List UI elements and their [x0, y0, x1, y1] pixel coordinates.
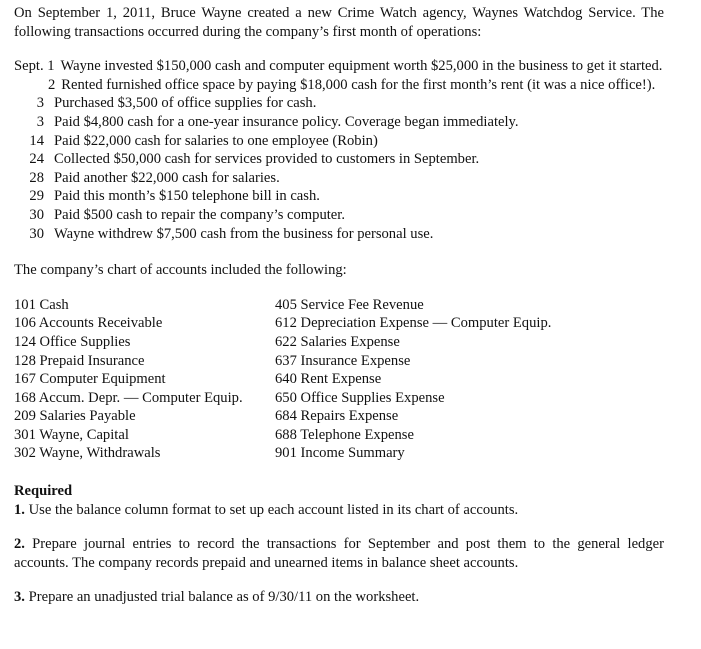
- transaction-text: Paid this month’s $150 telephone bill in cash.: [54, 188, 320, 205]
- account-item: 302 Wayne, Withdrawals: [14, 445, 161, 462]
- transaction-item: [14, 57, 664, 76]
- required-item-number: 1.: [14, 501, 25, 518]
- required-item: [14, 535, 664, 572]
- transaction-item: [14, 206, 664, 225]
- accounts-column-right: [275, 296, 551, 463]
- required-item: [14, 588, 664, 607]
- transaction-day: 3: [36, 113, 44, 130]
- document-page: [14, 4, 664, 607]
- required-item-text: Prepare an unadjusted trial balance as of 9/30/11 on the worksheet.: [28, 589, 420, 606]
- account-item: 106 Accounts Receivable: [14, 315, 163, 332]
- account-item: 612 Depreciation Expense — Computer Equip.: [275, 315, 552, 332]
- transaction-item: [14, 187, 664, 206]
- transaction-item: [14, 132, 664, 151]
- account-item: 901 Income Summary: [275, 445, 405, 462]
- transaction-item: [14, 150, 664, 169]
- transaction-item: [14, 169, 664, 188]
- transaction-date: Sept. 1: [14, 58, 55, 75]
- transaction-text: Purchased $3,500 of office supplies for cash.: [54, 95, 317, 112]
- transaction-text: Wayne invested $150,000 cash and computer equipment worth $25,000 in the business to get it started.: [60, 58, 663, 75]
- account-item: 405 Service Fee Revenue: [275, 296, 424, 313]
- required-item-number: 2.: [14, 536, 25, 553]
- intro-paragraph: On September 1, 2011, Bruce Wayne created a new Crime Watch agency, Waynes Watchdog Service. The following transactions occurred during the company’s first month of operations:: [14, 5, 664, 40]
- account-item: 167 Computer Equipment: [14, 371, 166, 388]
- required-item: [14, 501, 664, 520]
- transaction-day: 28: [29, 169, 44, 186]
- account-item: 640 Rent Expense: [275, 371, 382, 388]
- required-heading: Required: [14, 483, 73, 500]
- transaction-text: Rented furnished office space by paying $18,000 cash for the first month’s rent (it was a nice office!).: [61, 76, 656, 93]
- account-item: 684 Repairs Expense: [275, 408, 399, 425]
- transaction-text: Paid $4,800 cash for a one-year insurance policy. Coverage began immediately.: [54, 113, 519, 130]
- required-item-text: Use the balance column format to set up each account listed in its chart of accounts.: [28, 501, 519, 518]
- transaction-day: 29: [29, 188, 44, 205]
- transaction-item: [14, 113, 664, 132]
- chart-of-accounts: [14, 296, 664, 463]
- transaction-day: 30: [29, 225, 44, 242]
- transaction-day: 24: [29, 151, 44, 168]
- account-item: 168 Accum. Depr. — Computer Equip.: [14, 389, 243, 406]
- transaction-text: Paid $22,000 cash for salaries to one employee (Robin): [54, 132, 378, 149]
- account-item: 301 Wayne, Capital: [14, 426, 129, 443]
- transactions-list: [14, 57, 664, 243]
- transaction-day: 3: [36, 95, 44, 112]
- transaction-day: 14: [29, 132, 44, 149]
- account-item: 622 Salaries Expense: [275, 333, 400, 350]
- required-section: [14, 482, 664, 607]
- required-item-text: Prepare journal entries to record the transactions for September and post them to the general ledger accounts. The company records prepaid and unearned items in balance sheet accounts.: [14, 536, 664, 571]
- account-item: 101 Cash: [14, 296, 69, 313]
- required-item-number: 3.: [14, 589, 25, 606]
- accounts-column-left: [14, 296, 275, 463]
- transaction-day: 30: [29, 206, 44, 223]
- account-item: 124 Office Supplies: [14, 333, 131, 350]
- chart-of-accounts-intro: The company’s chart of accounts included the following:: [14, 262, 347, 279]
- account-item: 128 Prepaid Insurance: [14, 352, 145, 369]
- account-item: 637 Insurance Expense: [275, 352, 411, 369]
- transaction-item: [14, 76, 664, 95]
- account-item: 650 Office Supplies Expense: [275, 389, 445, 406]
- transaction-item: [14, 225, 664, 244]
- transaction-day: 2: [48, 76, 56, 93]
- transaction-text: Collected $50,000 cash for services provided to customers in September.: [54, 151, 480, 168]
- transaction-text: Wayne withdrew $7,500 cash from the business for personal use.: [54, 225, 434, 242]
- account-item: 209 Salaries Payable: [14, 408, 136, 425]
- transaction-text: Paid another $22,000 cash for salaries.: [54, 169, 280, 186]
- transaction-item: [14, 94, 664, 113]
- transaction-text: Paid $500 cash to repair the company’s computer.: [54, 206, 345, 223]
- account-item: 688 Telephone Expense: [275, 426, 414, 443]
